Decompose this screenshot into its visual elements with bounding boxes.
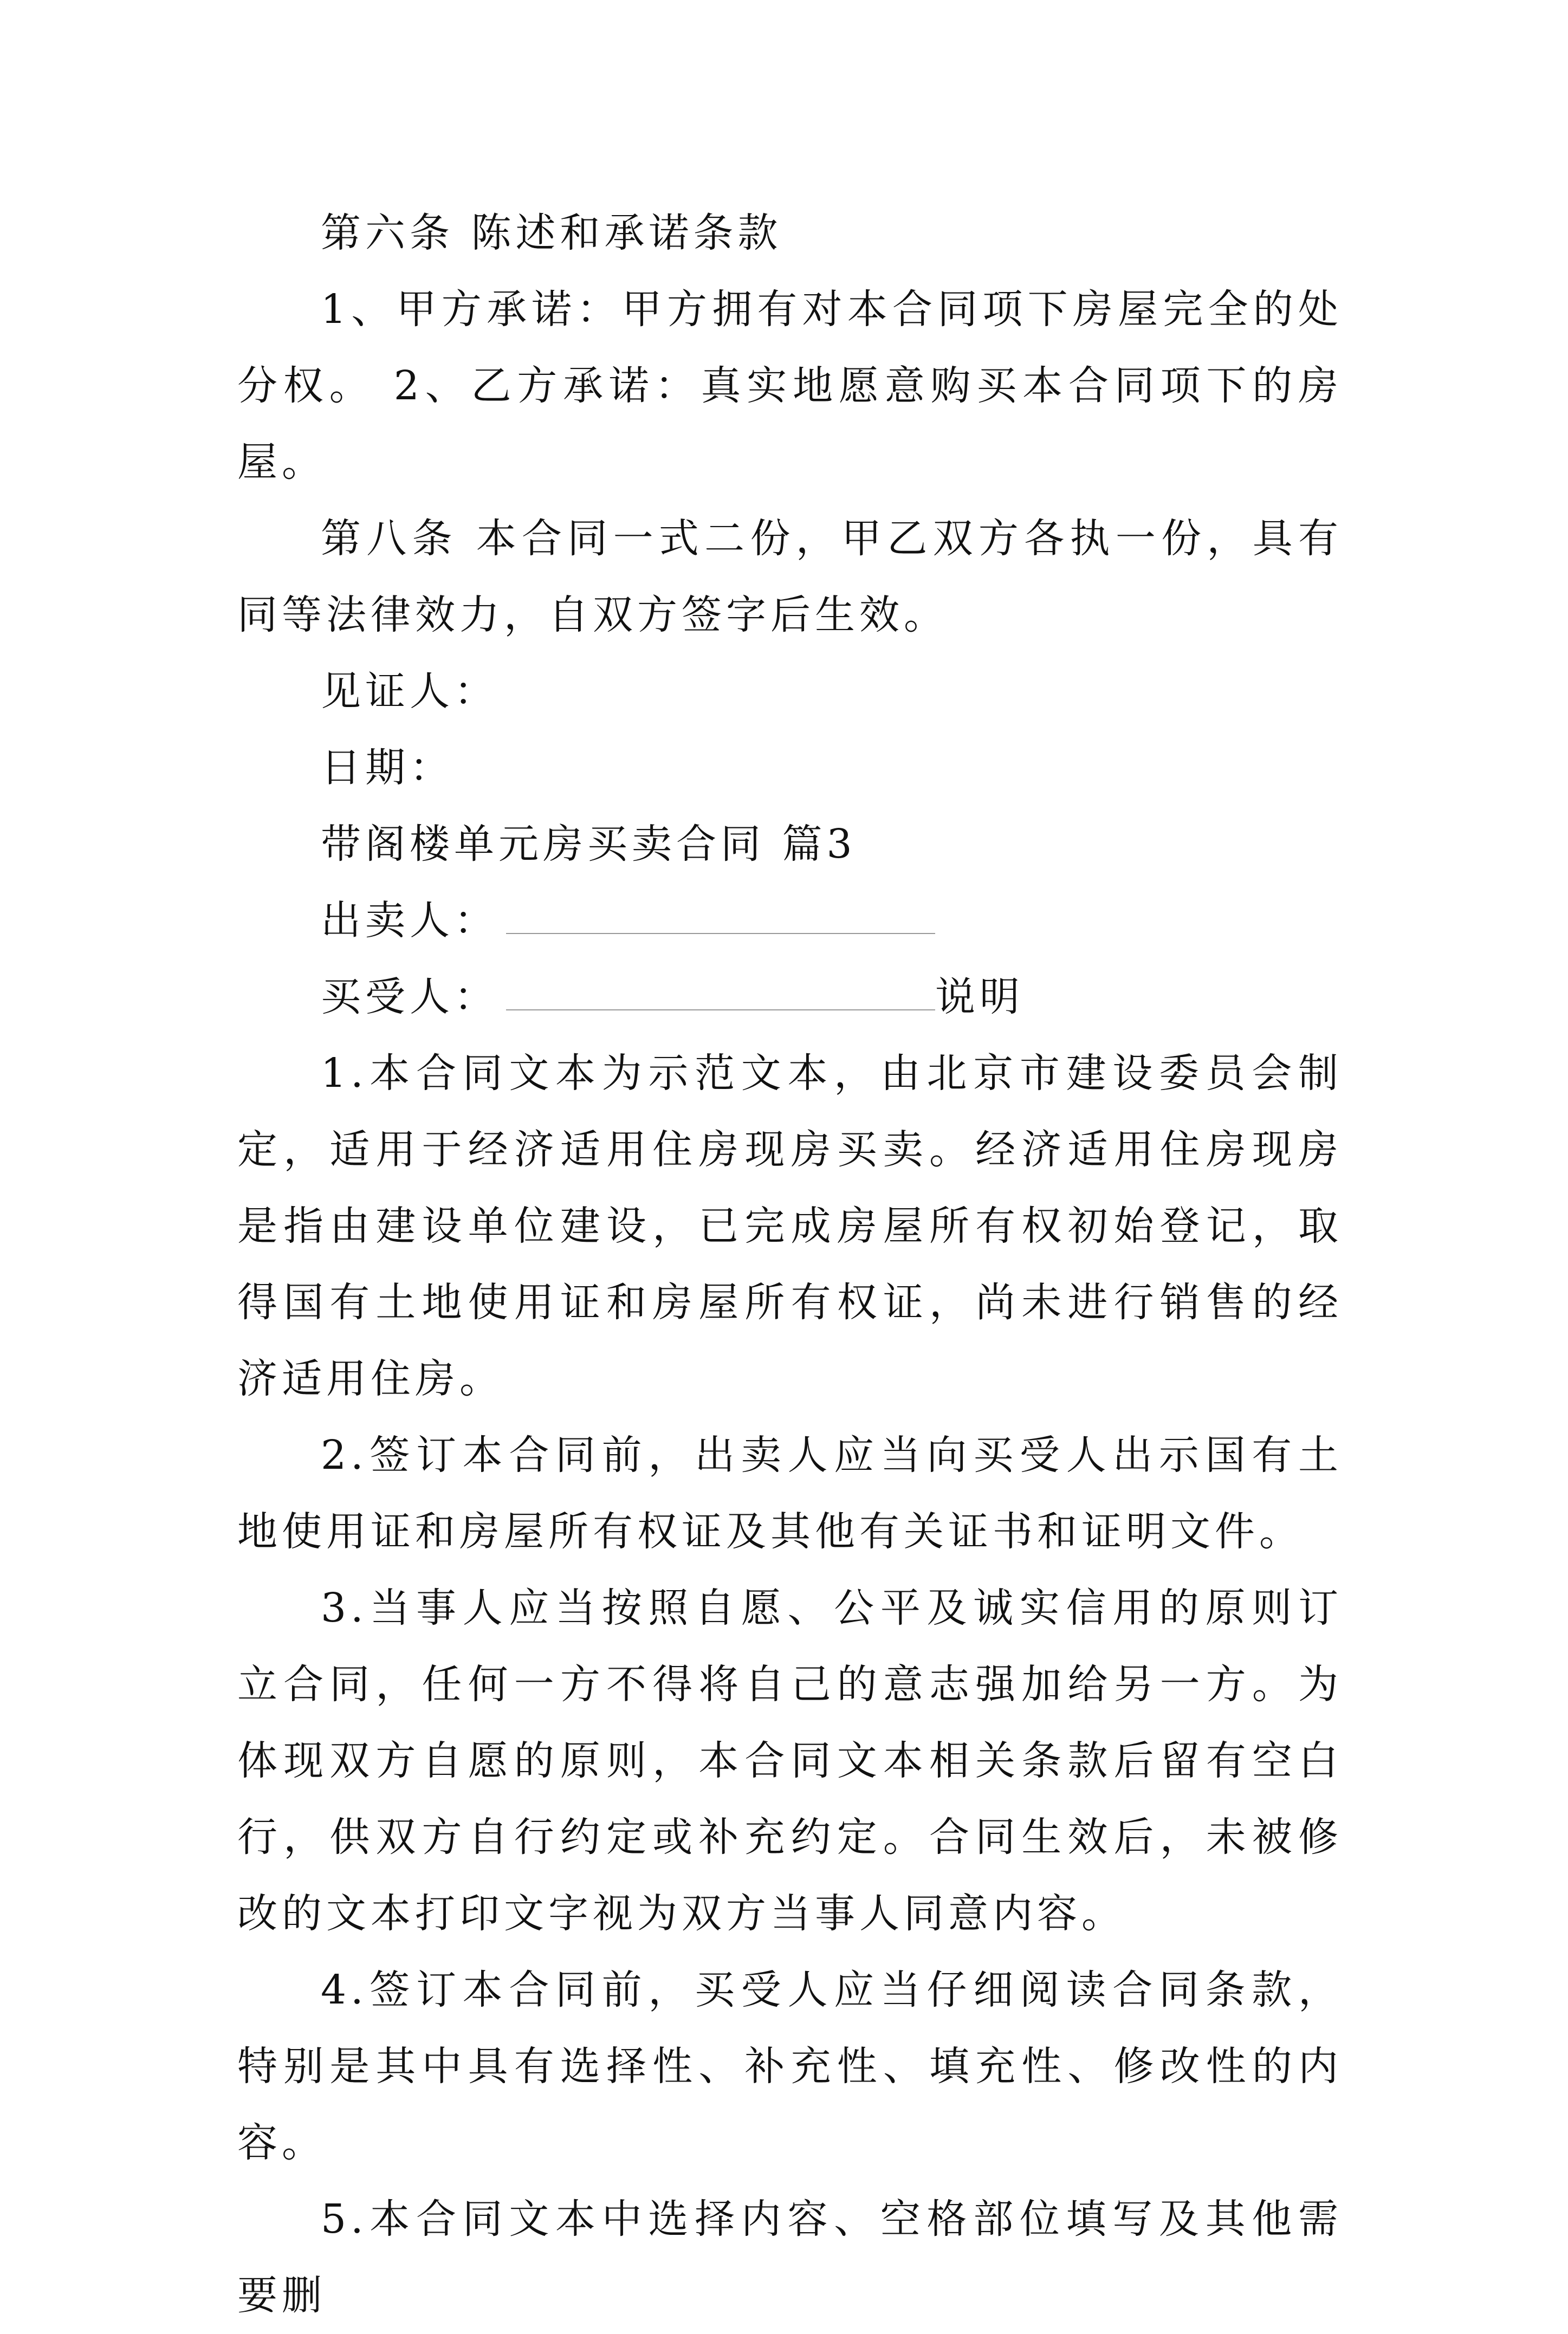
- contract-title: 带阁楼单元房买卖合同 篇3: [321, 821, 857, 867]
- buyer-label: 买受人：: [321, 974, 498, 1020]
- article-six-heading: 第六条 陈述和承诺条款: [321, 210, 782, 256]
- seller-line: [237, 883, 1343, 959]
- instructions-label: 说明: [935, 974, 1024, 1020]
- note-5: 5.本合同文本中选择内容、空格部位填写及其他需要删: [237, 2196, 1343, 2319]
- buyer-line: [237, 959, 1343, 1035]
- date-line: 日期：: [321, 744, 454, 791]
- note-2: 2.签订本合同前，出卖人应当向买受人出示国有土地使用证和房屋所有权证及其他有关证书和证明文件。: [237, 1432, 1343, 1555]
- article-eight-paragraph: 第八条 本合同一式二份，甲乙双方各执一份，具有同等法律效力，自双方签字后生效。: [237, 515, 1343, 638]
- document-body: [237, 195, 1343, 2334]
- seller-label: 出卖人：: [321, 897, 498, 944]
- witness-line: 见证人：: [321, 668, 498, 715]
- note-3: 3.当事人应当按照自愿、公平及诚实信用的原则订立合同，任何一方不得将自己的意志强加给另一方。为体现双方自愿的原则，本合同文本相关条款后留有空白行，供双方自行约定或补充约定。合同生效后，未被修改的文本打印文字视为双方当事人同意内容。: [237, 1585, 1343, 1937]
- representations-paragraph: 1、甲方承诺：甲方拥有对本合同项下房屋完全的处分权。 2、乙方承诺：真实地愿意购买本合同项下的房屋。: [237, 286, 1343, 485]
- seller-blank-field[interactable]: [506, 900, 935, 934]
- note-1: 1.本合同文本为示范文本，由北京市建设委员会制定，适用于经济适用住房现房买卖。经济适用住房现房是指由建设单位建设，已完成房屋所有权初始登记，取得国有土地使用证和房屋所有权证，尚未进行销售的经济适用住房。: [237, 1050, 1343, 1402]
- note-4: 4.签订本合同前，买受人应当仔细阅读合同条款，特别是其中具有选择性、补充性、填充性、修改性的内容。: [237, 1967, 1343, 2166]
- buyer-blank-field[interactable]: [506, 977, 935, 1010]
